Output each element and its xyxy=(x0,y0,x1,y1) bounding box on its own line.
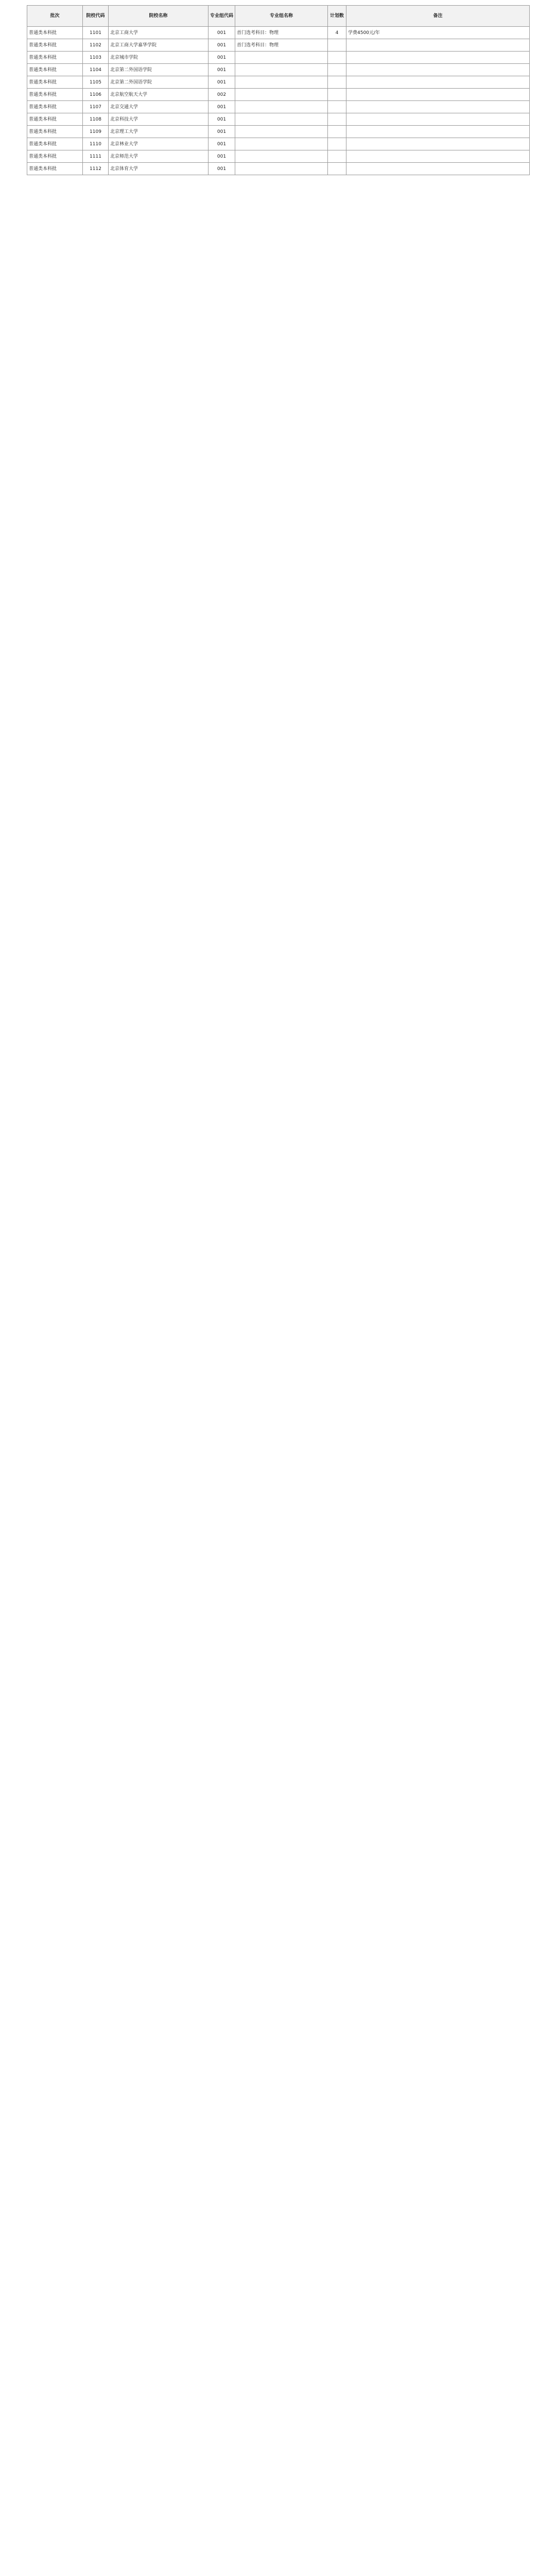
cell-code: 1102 xyxy=(83,39,109,52)
col-school-header: 院校名称 xyxy=(109,6,208,27)
cell-school: 北京第二外国语学院 xyxy=(109,64,208,76)
cell-school: 北京第二外国语学院 xyxy=(109,76,208,89)
cell-note xyxy=(346,126,530,138)
cell-plan xyxy=(328,101,346,113)
table-header-row xyxy=(27,6,530,27)
col-group-header: 专业组代码 xyxy=(208,6,235,27)
cell-group: 001 xyxy=(208,101,235,113)
cell-group: 001 xyxy=(208,126,235,138)
cell-plan xyxy=(328,126,346,138)
cell-batch: 普通类本科批 xyxy=(27,138,83,150)
cell-school: 北京交通大学 xyxy=(109,101,208,113)
cell-group: 001 xyxy=(208,27,235,39)
table-row xyxy=(27,113,530,126)
cell-batch: 普通类本科批 xyxy=(27,113,83,126)
cell-batch: 普通类本科批 xyxy=(27,52,83,64)
cell-group: 001 xyxy=(208,76,235,89)
cell-batch: 普通类本科批 xyxy=(27,39,83,52)
table-row xyxy=(27,150,530,163)
col-note-header: 备注 xyxy=(346,6,530,27)
cell-batch: 普通类本科批 xyxy=(27,64,83,76)
cell-group: 001 xyxy=(208,163,235,175)
cell-group: 001 xyxy=(208,138,235,150)
col-batch-header: 批次 xyxy=(27,6,83,27)
cell-school: 北京城市学院 xyxy=(109,52,208,64)
col-subject-header: 专业组名称 xyxy=(235,6,328,27)
cell-school: 北京工商大学嘉华学院 xyxy=(109,39,208,52)
table-row xyxy=(27,76,530,89)
cell-plan xyxy=(328,89,346,101)
cell-subject xyxy=(235,64,328,76)
cell-plan: 4 xyxy=(328,27,346,39)
table-row xyxy=(27,89,530,101)
cell-code: 1103 xyxy=(83,52,109,64)
cell-note xyxy=(346,52,530,64)
cell-plan xyxy=(328,113,346,126)
cell-note xyxy=(346,150,530,163)
cell-subject xyxy=(235,101,328,113)
cell-code: 1104 xyxy=(83,64,109,76)
table-row xyxy=(27,64,530,76)
cell-group: 002 xyxy=(208,89,235,101)
cell-subject xyxy=(235,150,328,163)
cell-subject: 首门选考科目：物理 xyxy=(235,27,328,39)
cell-batch: 普通类本科批 xyxy=(27,89,83,101)
cell-code: 1101 xyxy=(83,27,109,39)
cell-plan xyxy=(328,150,346,163)
cell-note xyxy=(346,138,530,150)
cell-batch: 普通类本科批 xyxy=(27,163,83,175)
cell-code: 1105 xyxy=(83,76,109,89)
cell-school: 北京体育大学 xyxy=(109,163,208,175)
cell-school: 北京工商大学 xyxy=(109,27,208,39)
table-row xyxy=(27,126,530,138)
cell-subject xyxy=(235,126,328,138)
cell-subject xyxy=(235,76,328,89)
cell-subject: 首门选考科目：物理 xyxy=(235,39,328,52)
cell-note xyxy=(346,89,530,101)
cell-note xyxy=(346,113,530,126)
cell-school: 北京林业大学 xyxy=(109,138,208,150)
cell-plan xyxy=(328,52,346,64)
table-row xyxy=(27,138,530,150)
cell-plan xyxy=(328,64,346,76)
cell-code: 1110 xyxy=(83,138,109,150)
cell-code: 1106 xyxy=(83,89,109,101)
cell-subject xyxy=(235,163,328,175)
cell-note xyxy=(346,76,530,89)
cell-code: 1109 xyxy=(83,126,109,138)
cell-note xyxy=(346,64,530,76)
cell-note: 学费4500元/年 xyxy=(346,27,530,39)
cell-batch: 普通类本科批 xyxy=(27,126,83,138)
cell-code: 1111 xyxy=(83,150,109,163)
cell-batch: 普通类本科批 xyxy=(27,101,83,113)
cell-group: 001 xyxy=(208,64,235,76)
table-row xyxy=(27,101,530,113)
cell-batch: 普通类本科批 xyxy=(27,150,83,163)
table-row xyxy=(27,27,530,39)
admission-plan-table xyxy=(27,5,530,175)
table-row xyxy=(27,39,530,52)
cell-school: 北京科技大学 xyxy=(109,113,208,126)
cell-subject xyxy=(235,52,328,64)
cell-note xyxy=(346,101,530,113)
cell-group: 001 xyxy=(208,150,235,163)
cell-note xyxy=(346,163,530,175)
cell-plan xyxy=(328,76,346,89)
col-plan-header: 计划数 xyxy=(328,6,346,27)
cell-plan xyxy=(328,163,346,175)
cell-school: 北京师范大学 xyxy=(109,150,208,163)
table-row xyxy=(27,163,530,175)
cell-school: 北京理工大学 xyxy=(109,126,208,138)
col-code-header: 院校代码 xyxy=(83,6,109,27)
cell-group: 001 xyxy=(208,113,235,126)
cell-plan xyxy=(328,39,346,52)
cell-group: 001 xyxy=(208,39,235,52)
cell-plan xyxy=(328,138,346,150)
cell-code: 1108 xyxy=(83,113,109,126)
table-row xyxy=(27,52,530,64)
cell-group: 001 xyxy=(208,52,235,64)
cell-batch: 普通类本科批 xyxy=(27,76,83,89)
cell-code: 1112 xyxy=(83,163,109,175)
cell-subject xyxy=(235,138,328,150)
cell-subject xyxy=(235,89,328,101)
cell-note xyxy=(346,39,530,52)
cell-batch: 普通类本科批 xyxy=(27,27,83,39)
data-sheet xyxy=(27,5,529,175)
cell-code: 1107 xyxy=(83,101,109,113)
cell-subject xyxy=(235,113,328,126)
cell-school: 北京航空航天大学 xyxy=(109,89,208,101)
